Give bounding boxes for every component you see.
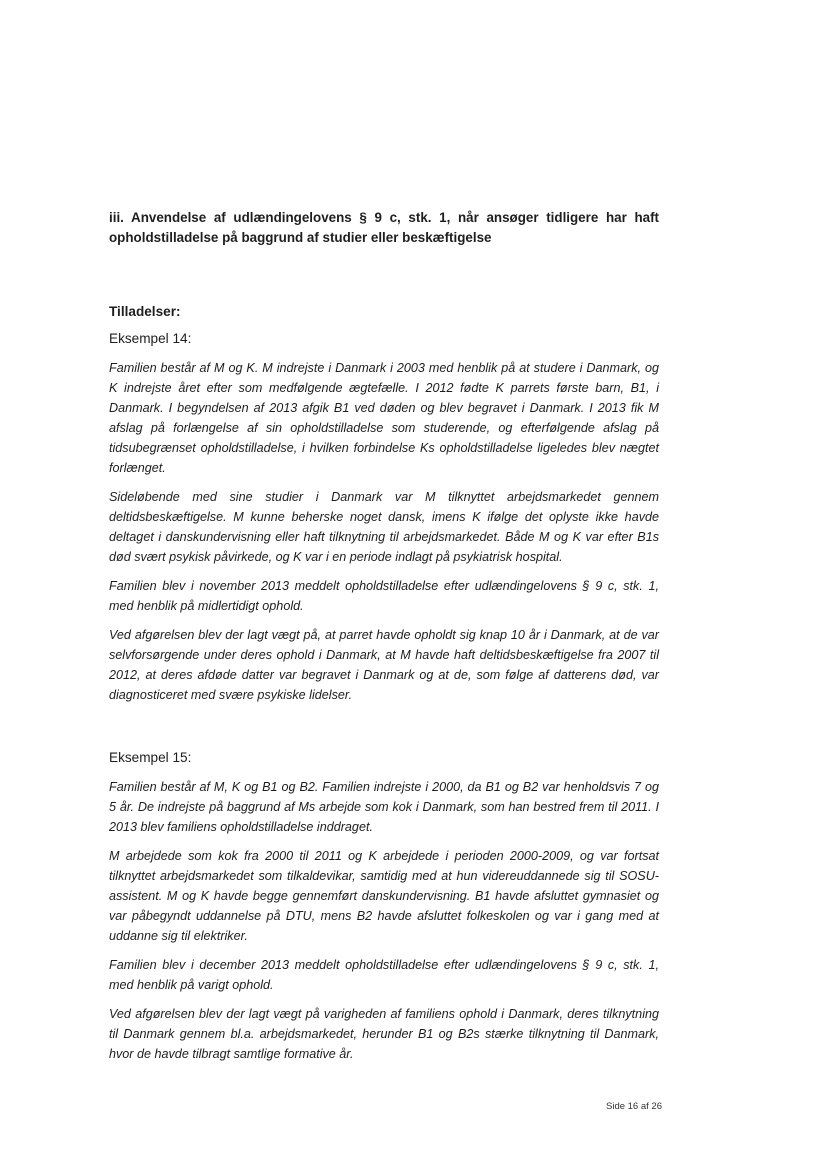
example-15-paragraph-3: Familien blev i december 2013 meddelt opholdstilladelse efter udlændingelovens § 9 c, stk. 1, med henblik på varigt ophold. [109, 958, 659, 992]
subheading-tilladelser: Tilladelser: [109, 304, 181, 319]
example-15-label: Eksempel 15: [109, 750, 192, 765]
example-15-paragraph-1: Familien består af M, K og B1 og B2. Familien indrejste i 2000, da B1 og B2 var henholdsvis 7 og 5 år. De indrejste på baggrund af Ms arbejde som kok i Danmark, som han bestred frem til 2011. I 2013 blev familiens opholdstilladelse inddraget. [109, 780, 659, 834]
example-15-paragraph-4: Ved afgørelsen blev der lagt vægt på varigheden af familiens ophold i Danmark, deres tilknytning til Danmark gennem bl.a. arbejdsmarkedet, herunder B1 og B2s stærke tilknytning til Danmark, hvor de havde tilbragt samtlige formative år. [109, 1007, 659, 1061]
example-14-label: Eksempel 14: [109, 331, 192, 346]
example-14-paragraph-4: Ved afgørelsen blev der lagt vægt på, at parret havde opholdt sig knap 10 år i Danmark, at de var selvforsørgende under deres ophold i Danmark, at M havde haft deltidsbeskæftigelse fra 2007 til 2012, at deres afdøde datter var begravet i Danmark og at de, som følge af datterens død, var diagnosticeret med svære psykiske lidelser. [109, 628, 659, 702]
example-15-paragraph-2: M arbejdede som kok fra 2000 til 2011 og K arbejdede i perioden 2000-2009, og var fortsat tilknyttet arbejdsmarkedet som tilkaldevikar, samtidig med at hun videreuddannede sig til SOSU-assistent. M og K havde begge gennemført danskundervisning. B1 havde afsluttet gymnasiet og var påbegyndt uddannelse på DTU, mens B2 havde afsluttet folkeskolen og var i gang med at uddanne sig til elektriker. [109, 849, 659, 943]
example-14-paragraph-1: Familien består af M og K. M indrejste i Danmark i 2003 med henblik på at studere i Danmark, og K indrejste året efter som medfølgende ægtefælle. I 2012 fødte K parrets første barn, B1, i Danmark. I begyndelsen af 2013 afgik B1 ved døden og blev begravet i Danmark. I 2013 fik M afslag på forlængelse af sin opholdstilladelse som studerende, og efterfølgende afslag på tidsubegrænset opholdstilladelse, i hvilken forbindelse Ks opholdstilladelse ligeledes blev nægtet forlænget. [109, 361, 659, 475]
section-heading: iii. Anvendelse af udlændingelovens § 9 c, stk. 1, når ansøger tidligere har haft opholdstilladelse på baggrund af studier eller beskæftigelse [109, 210, 659, 245]
example-14-paragraph-3: Familien blev i november 2013 meddelt opholdstilladelse efter udlændingelovens § 9 c, stk. 1, med henblik på midlertidigt ophold. [109, 579, 659, 613]
example-14-paragraph-2: Sideløbende med sine studier i Danmark var M tilknyttet arbejdsmarkedet gennem deltidsbeskæftigelse. M kunne beherske noget dansk, imens K ifølge det oplyste ikke havde deltaget i danskundervisning eller haft tilknytning til arbejdsmarkedet. Både M og K var efter B1s død svært psykisk påvirkede, og K var i en periode indlagt på psykiatrisk hospital. [109, 490, 659, 564]
page-number: Side 16 af 26 [606, 1101, 662, 1112]
page-content [109, 208, 659, 1064]
